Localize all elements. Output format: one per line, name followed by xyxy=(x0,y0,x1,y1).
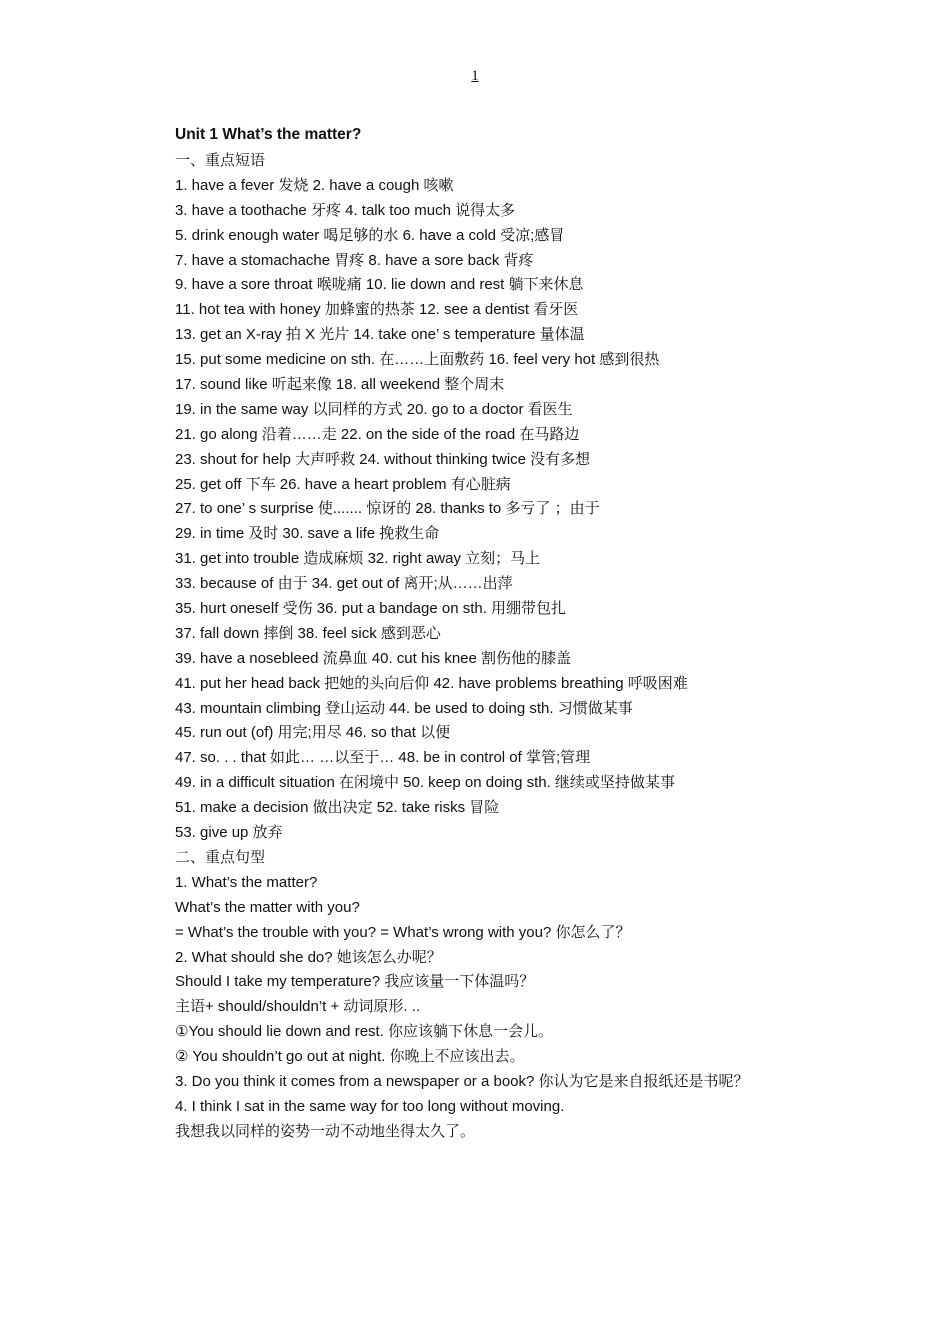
phrase-line: 29. in time 及时 30. save a life 挽救生命 xyxy=(175,525,440,543)
sentence-line: 主语+ should/shouldn’t + 动词原形. .. xyxy=(175,998,421,1016)
sentence-line: ② You shouldn’t go out at night. 你晚上不应该出去。 xyxy=(175,1048,525,1066)
phrase-line: 33. because of 由于 34. get out of 离开;从……出萍 xyxy=(175,575,513,593)
phrase-line: 9. have a sore throat 喉咙痛 10. lie down and rest 躺下来休息 xyxy=(175,276,584,294)
phrase-line: 19. in the same way 以同样的方式 20. go to a doctor 看医生 xyxy=(175,400,573,418)
phrase-line: 53. give up 放弃 xyxy=(175,824,283,842)
phrase-line: 49. in a difficult situation 在闲境中 50. keep on doing sth. 继续或坚持做某事 xyxy=(175,774,675,792)
unit-title: Unit 1 What’s the matter? xyxy=(175,126,362,143)
phrase-line: 17. sound like 听起来像 18. all weekend 整个周末 xyxy=(175,376,505,394)
sentence-line: ①You should lie down and rest. 你应该躺下休息一会儿。 xyxy=(175,1023,554,1041)
phrase-line: 5. drink enough water 喝足够的水 6. have a cold 受凉;感冒 xyxy=(175,226,565,244)
document-body xyxy=(175,124,875,1145)
phrase-line: 25. get off 下车 26. have a heart problem 有心脏病 xyxy=(175,475,511,493)
phrase-line: 3. have a toothache 牙疼 4. talk too much 说得太多 xyxy=(175,201,516,219)
phrase-line: 39. have a nosebleed 流鼻血 40. cut his knee 割伤他的膝盖 xyxy=(175,649,572,667)
phrase-line: 7. have a stomachache 胃疼 8. have a sore back 背疼 xyxy=(175,251,534,269)
phrase-list xyxy=(175,174,875,846)
phrase-line: 13. get an X-ray 拍 X 光片 14. take one’ s temperature 量体温 xyxy=(175,326,585,344)
section-heading-phrases: 一、重点短语 xyxy=(175,152,266,169)
phrase-line: 1. have a fever 发烧 2. have a cough 咳嗽 xyxy=(175,176,454,194)
sentence-line: 1. What’s the matter? xyxy=(175,873,318,891)
phrase-line: 31. get into trouble 造成麻烦 32. right away 立刻；马上 xyxy=(175,550,541,568)
phrase-line: 47. so. . . that 如此… …以至于… 48. be in control of 掌管;管理 xyxy=(175,749,591,767)
phrase-line: 35. hurt oneself 受伤 36. put a bandage on sth. 用绷带包扎 xyxy=(175,600,567,618)
sentence-line: What’s the matter with you? xyxy=(175,898,360,916)
phrase-line: 41. put her head back 把她的头向后仰 42. have problems breathing 呼吸困难 xyxy=(175,674,688,692)
sentence-line: 2. What should she do? 她该怎么办呢？ xyxy=(175,948,442,966)
sentence-line: Should I take my temperature? 我应该量一下体温吗？ xyxy=(175,973,535,991)
phrase-line: 11. hot tea with honey 加蜂蜜的热茶 12. see a dentist 看牙医 xyxy=(175,301,579,319)
page-number: 1 xyxy=(471,68,479,84)
phrase-line: 37. fall down 摔倒 38. feel sick 感到恶心 xyxy=(175,624,441,642)
sentence-line: 我想我以同样的姿势一动不动地坐得太久了。 xyxy=(175,1122,476,1140)
phrase-line: 27. to one’ s surprise 使....... 惊讶的 28. thanks to 多亏了 ；由于 xyxy=(175,500,600,518)
phrase-line: 51. make a decision 做出决定 52. take risks 冒险 xyxy=(175,799,500,817)
sentence-list xyxy=(175,871,875,1145)
sentence-line: = What’s the trouble with you? = What’s wrong with you? 你怎么了？ xyxy=(175,923,631,941)
phrase-line: 21. go along 沿着……走 22. on the side of the road 在马路边 xyxy=(175,425,580,443)
sentence-line: 3. Do you think it comes from a newspaper or a book? 你认为它是来自报纸还是书呢？ xyxy=(175,1072,749,1090)
section-heading-sentences: 二、重点句型 xyxy=(175,848,266,866)
phrase-line: 23. shout for help 大声呼救 24. without thinking twice 没有多想 xyxy=(175,450,591,468)
phrase-line: 43. mountain climbing 登山运动 44. be used to doing sth. 习惯做某事 xyxy=(175,699,633,717)
phrase-line: 15. put some medicine on sth. 在……上面敷药 16. feel very hot 感到很热 xyxy=(175,351,660,369)
phrase-line: 45. run out (of) 用完;用尽 46. so that 以便 xyxy=(175,724,451,742)
sentence-line: 4. I think I sat in the same way for too long without moving. xyxy=(175,1097,565,1115)
